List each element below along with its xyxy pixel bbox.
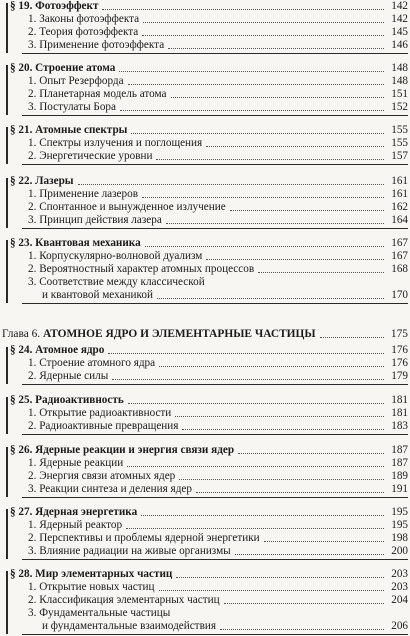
section-bottom-rule	[22, 228, 408, 229]
chapter-title: АТОМНОЕ ЯДРО И ЭЛЕМЕНТАРНЫЕ ЧАСТИЦЫ	[43, 328, 316, 340]
dot-leader	[157, 298, 384, 299]
page-number: 179	[391, 370, 408, 382]
toc-entry[interactable]	[6, 101, 410, 114]
dot-leader	[159, 366, 384, 367]
dot-leader	[206, 146, 384, 147]
entry-label: 1. Ядерные реакции	[28, 457, 124, 469]
toc-entry[interactable]	[6, 13, 410, 26]
entry-label: § 26. Ядерные реакции и энергия связи ядер	[10, 444, 235, 456]
entry-label: 1. Спектры излучения и поглощения	[28, 137, 203, 149]
section-heading[interactable]	[6, 506, 410, 519]
toc-entry[interactable]	[6, 594, 410, 607]
page-number: 191	[391, 483, 408, 495]
toc-section	[6, 394, 410, 433]
section-heading[interactable]	[6, 0, 410, 13]
section-bottom-rule	[22, 634, 408, 635]
page-number: 148	[391, 62, 408, 74]
entry-label: 2. Ядерные силы	[28, 370, 109, 382]
toc-entry[interactable]	[6, 470, 410, 483]
page-number: 155	[391, 137, 408, 149]
page-number: 203	[391, 581, 408, 593]
page-number: 187	[391, 444, 408, 456]
entry-label: 1. Открытие новых частиц	[28, 581, 155, 593]
page-number: 168	[391, 263, 408, 275]
toc-entry[interactable]	[6, 88, 410, 101]
page-number: 170	[391, 289, 408, 301]
toc-entry[interactable]	[6, 357, 410, 370]
toc-entry[interactable]	[6, 26, 410, 39]
section-heading[interactable]	[6, 344, 410, 357]
dot-leader	[108, 353, 384, 354]
dot-leader	[220, 629, 384, 630]
dot-leader	[156, 159, 384, 160]
entry-label: 1. Открытие радиоактивности	[28, 407, 172, 419]
dot-leader	[141, 515, 384, 516]
toc-entry[interactable]	[6, 289, 410, 302]
dot-leader	[142, 35, 384, 36]
page-number: 198	[391, 532, 408, 544]
entry-label: и квантовой механикой	[42, 289, 153, 301]
entry-label: 1. Ядерный реактор	[28, 519, 123, 531]
page-number: 142	[391, 13, 408, 25]
section-bottom-rule	[22, 303, 408, 304]
page-number: 183	[391, 420, 408, 432]
toc-section	[6, 237, 410, 302]
dot-leader	[102, 9, 384, 10]
page-number: 142	[391, 0, 408, 12]
chapter-entry[interactable]	[0, 327, 410, 341]
toc-section	[6, 506, 410, 558]
toc-section	[6, 444, 410, 496]
entry-label: 3. Реакции синтеза и деления ядер	[28, 483, 192, 495]
page-number: 189	[391, 470, 408, 482]
dot-leader	[78, 184, 384, 185]
entry-label: 2. Классификация элементарных частиц	[28, 594, 220, 606]
section-bottom-rule	[22, 53, 408, 54]
toc-section	[6, 62, 410, 114]
dot-leader	[112, 379, 384, 380]
dot-leader	[142, 197, 384, 198]
page-number: 161	[391, 188, 408, 200]
entry-label: 2. Планетарная модель атома	[28, 88, 167, 100]
toc-entry[interactable]	[6, 620, 410, 633]
dot-leader	[230, 210, 384, 211]
entry-label: 1. Строение атомного ядра	[28, 357, 156, 369]
page-number: 152	[391, 101, 408, 113]
entry-label: § 25. Радиоактивность	[10, 394, 124, 406]
entry-label: § 24. Атомное ядро	[10, 344, 105, 356]
entry-label: и фундаментальные взаимодействия	[42, 620, 216, 632]
dot-leader	[145, 246, 384, 247]
entry-label: 3. Принцип действия лазера	[28, 214, 162, 226]
section-heading[interactable]	[6, 124, 410, 137]
chapter-heading[interactable]	[0, 327, 410, 341]
page-number: 181	[391, 407, 408, 419]
page-number: 148	[391, 75, 408, 87]
dot-leader	[264, 541, 384, 542]
toc-entry[interactable]	[6, 420, 410, 433]
dot-leader	[131, 133, 384, 134]
entry-label: 3. Применение фотоэффекта	[28, 39, 165, 51]
dot-leader	[120, 110, 384, 111]
entry-label: 3. Фундаментальные частицы	[28, 607, 171, 619]
toc-entry[interactable]	[6, 188, 410, 201]
toc-entry[interactable]	[6, 201, 410, 214]
dot-leader	[182, 429, 384, 430]
entry-label: 2. Энергия связи атомных ядер	[28, 470, 176, 482]
toc-entry[interactable]	[6, 214, 410, 227]
dot-leader	[159, 590, 384, 591]
entry-label: 1. Применение лазеров	[28, 188, 138, 200]
toc-entry[interactable]	[6, 545, 410, 558]
dot-leader	[179, 479, 384, 480]
dot-leader	[166, 223, 384, 224]
page-number: 200	[391, 545, 408, 557]
section-heading[interactable]	[6, 237, 410, 250]
toc-entry[interactable]	[6, 581, 410, 594]
dot-leader	[127, 466, 384, 467]
entry-label: 2. Перспективы и проблемы ядерной энергетики	[28, 532, 260, 544]
section-heading[interactable]	[6, 444, 410, 457]
page-number: 176	[391, 344, 408, 356]
page-number: 176	[391, 357, 408, 369]
entry-label: 2. Теория фотоэффекта	[28, 26, 139, 38]
toc-entry[interactable]	[6, 519, 410, 532]
dot-leader	[168, 48, 384, 49]
entry-label: § 28. Мир элементарных частиц	[10, 568, 173, 580]
section-bottom-rule	[22, 384, 408, 385]
page-number: 157	[391, 150, 408, 162]
dot-leader	[258, 272, 384, 273]
entry-label: § 19. Фотоэффект	[10, 0, 99, 12]
page-number: 187	[391, 457, 408, 469]
entry-label: § 22. Лазеры	[10, 175, 74, 187]
page-number: 155	[391, 124, 408, 136]
entry-label: 3. Постулаты Бора	[28, 101, 116, 113]
page-number: 146	[391, 39, 408, 51]
section-heading[interactable]	[6, 568, 410, 581]
dot-leader	[175, 416, 384, 417]
section-bottom-rule	[22, 559, 408, 560]
chapter-prefix: Глава 6.	[2, 328, 41, 340]
page-number: 151	[391, 88, 408, 100]
toc-section	[6, 0, 410, 52]
entry-label: § 23. Квантовая механика	[10, 237, 141, 249]
toc-entry[interactable]	[6, 607, 410, 620]
toc-entry[interactable]	[6, 532, 410, 545]
entry-label: 3. Соответствие между классической	[28, 276, 205, 288]
toc-entry[interactable]	[6, 263, 410, 276]
page-number: 181	[391, 394, 408, 406]
entry-label: 1. Корпускулярно-волновой дуализм	[28, 250, 203, 262]
toc-entry[interactable]	[6, 250, 410, 263]
page-number: 167	[391, 237, 408, 249]
dot-leader	[119, 71, 384, 72]
dot-leader	[206, 259, 384, 260]
page-number: 162	[391, 201, 408, 213]
entry-label: 1. Опыт Резерфорда	[28, 75, 124, 87]
dot-leader	[143, 22, 384, 23]
page-number: 145	[391, 26, 408, 38]
entry-label: 2. Радиоактивные превращения	[28, 420, 179, 432]
dot-leader	[128, 84, 384, 85]
dot-leader	[224, 603, 384, 604]
page-number: 204	[391, 594, 408, 606]
toc-entry[interactable]	[6, 276, 410, 289]
dot-leader	[196, 492, 384, 493]
toc-entry[interactable]	[6, 483, 410, 496]
entry-label: 3. Влияние радиации на живые организмы	[28, 545, 231, 557]
page-number: 167	[391, 250, 408, 262]
page-number: 206	[391, 620, 408, 632]
chapter-label	[0, 327, 318, 341]
toc-entry[interactable]	[6, 407, 410, 420]
page-number: 161	[391, 175, 408, 187]
toc-section	[6, 344, 410, 383]
section-bottom-rule	[22, 164, 408, 165]
dot-leader	[171, 97, 384, 98]
entry-label: § 27. Ядерная энергетика	[10, 506, 138, 518]
section-bottom-rule	[22, 115, 408, 116]
entry-label: 1. Законы фотоэффекта	[28, 13, 140, 25]
section-heading[interactable]	[6, 175, 410, 188]
dot-leader	[128, 403, 384, 404]
page-number: 195	[391, 506, 408, 518]
toc-section	[6, 175, 410, 227]
section-bottom-rule	[22, 497, 408, 498]
toc-section	[6, 568, 410, 633]
toc-entry[interactable]	[6, 75, 410, 88]
dot-leader	[176, 577, 384, 578]
page-number: 203	[391, 568, 408, 580]
dot-leader	[235, 554, 384, 555]
dot-leader	[320, 337, 384, 338]
toc-entry[interactable]	[6, 137, 410, 150]
entry-label: 2. Энергетические уровни	[28, 150, 153, 162]
section-heading[interactable]	[6, 62, 410, 75]
entry-label: § 20. Строение атома	[10, 62, 116, 74]
dot-leader	[126, 528, 384, 529]
section-heading[interactable]	[6, 394, 410, 407]
page-number: 164	[391, 214, 408, 226]
dot-leader	[238, 453, 384, 454]
toc-entry[interactable]	[6, 457, 410, 470]
entry-label: 2. Спонтанное и вынужденное излучение	[28, 201, 226, 213]
toc-entry[interactable]	[6, 150, 410, 163]
toc-section	[6, 124, 410, 163]
toc-entry[interactable]	[6, 370, 410, 383]
page-number: 175	[390, 328, 408, 340]
section-bottom-rule	[22, 434, 408, 435]
toc-entry[interactable]	[6, 39, 410, 52]
entry-label: 2. Вероятностный характер атомных процессов	[28, 263, 255, 275]
entry-label: § 21. Атомные спектры	[10, 124, 128, 136]
page-number: 195	[391, 519, 408, 531]
